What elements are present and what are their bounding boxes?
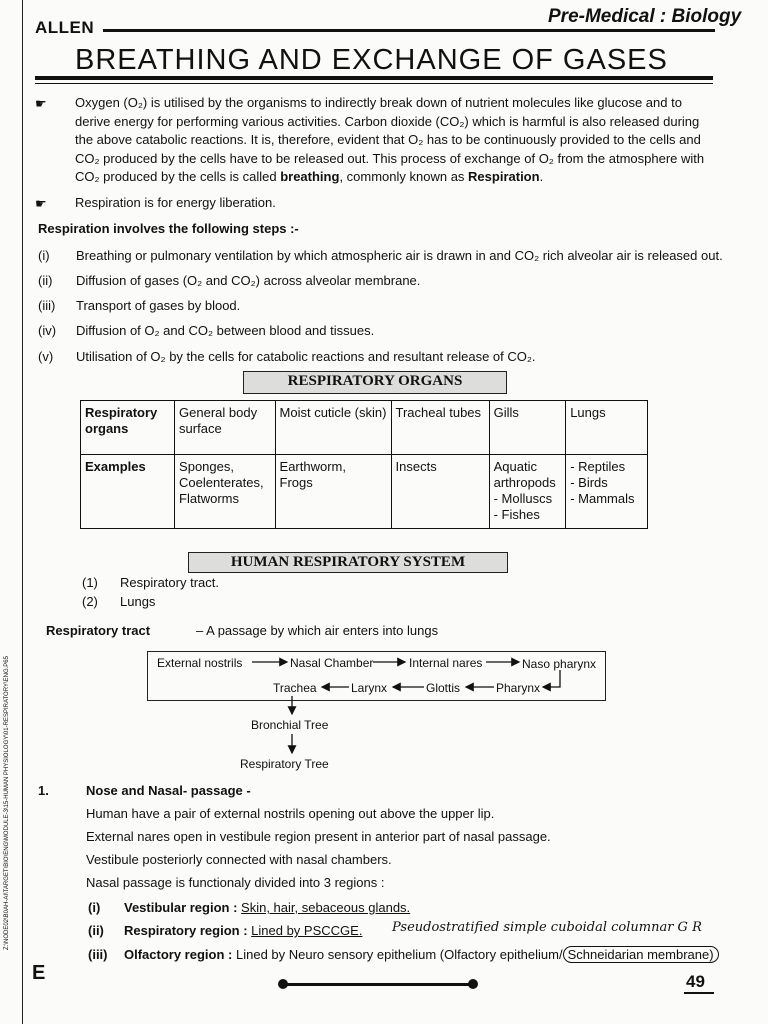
table-cell: Lungs [566,401,648,455]
region-number: (iii) [88,947,108,962]
step-item: (iii) Transport of gases by blood. [38,298,241,313]
table-cell: - Reptiles - Birds - Mammals [566,455,648,529]
flow-internal-nares: Internal nares [409,656,483,670]
intro-line: derive energy for performing various activities. Carbon dioxide (CO₂) which is harmful is also released during [75,113,700,129]
flow-pharynx: Pharynx [496,681,541,695]
respiratory-organs-title: RESPIRATORY ORGANS [243,371,507,394]
list-item: (2) [82,594,98,609]
table-cell: Respiratory organs [81,401,175,455]
table-cell: Gills [489,401,566,455]
boxed-term: Schneidarian membrane) [563,946,719,963]
list-item-text: Lungs [120,594,156,609]
page-title: BREATHING AND EXCHANGE OF GASES [75,44,668,76]
table-cell: Tracheal tubes [391,401,489,455]
file-path-vertical: Z:\NODE02\B0AH-AI\TARGET\BIO\ENG\MODULE-3\15-HUMAN PHYSIOLOGY\01-RESPIRATORY\ENG.P65 [4,656,10,950]
nose-line: External nares open in vestibule region present in anterior part of nasal passage. [86,829,551,844]
list-item: (1) [82,575,98,590]
flow-trachea: Trachea [273,681,317,695]
list-item-text: Respiratory tract. [120,575,219,590]
term-respiration: Respiration [468,169,540,184]
footer-dot-right [468,979,478,989]
flow-respiratory-tree: Respiratory Tree [240,757,329,771]
steps-heading: Respiration involves the following steps :- [38,221,299,236]
intro-line: CO₂ produced by the cells have to be released out. This process of exchange of O₂ from the atmosphere with [75,150,705,166]
table-cell: Sponges, Coelenterates, Flatworms [175,455,275,529]
page-number-rule [684,992,714,994]
brand-logo: ALLEN [35,18,95,37]
intro-line: the above catabolic reactions. It is, therefore, evident that O₂ has to be continuously provided to the cells and [75,132,701,147]
region-vestibular: Vestibular region : Skin, hair, sebaceous glands. [124,900,411,915]
bullet-icon: ☛ [35,196,47,211]
nose-line: Human have a pair of external nostrils opening out above the upper lip. [86,806,495,821]
table-cell: Insects [391,455,489,529]
handwritten-note: Pseudostratified simple cuboidal columnar G R [392,920,702,935]
energy-note: Respiration is for energy liberation. [75,195,276,210]
table-cell: Aquatic arthropods - Molluscs - Fishes [489,455,566,529]
step-item: (ii) Diffusion of gases (O₂ and CO₂) across alveolar membrane. [38,273,421,288]
arrow-down-left [543,670,560,687]
human-respiratory-system-title: HUMAN RESPIRATORY SYSTEM [188,552,508,573]
flow-glottis: Glottis [426,681,461,695]
nose-line: Nasal passage is functionaly divided into 3 regions : [86,875,385,890]
section-number: 1. [38,783,49,798]
flow-nasal-chamber: Nasal Chamber [290,656,374,670]
table-cell: General body surface [175,401,275,455]
step-item: (iv) Diffusion of O₂ and CO₂ between blood and tissues. [38,323,375,338]
step-item: (v) Utilisation of O₂ by the cells for catabolic reactions and resultant release of CO₂. [38,349,536,364]
page-number: 49 [686,972,705,991]
step-item: (i) Breathing or pulmonary ventilation by which atmospheric air is drawn in and CO₂ rich alveolar air is released out. [38,248,723,263]
bullet-icon: ☛ [35,96,47,111]
term-breathing: breathing [280,169,340,184]
region-number: (ii) [88,923,104,938]
footer-rule [285,983,475,986]
flow-larynx: Larynx [351,681,388,695]
table-cell: Earthworm, Frogs [275,455,391,529]
respiratory-tract-desc: – A passage by which air enters into lungs [196,623,439,638]
table-cell: Examples [81,455,175,529]
region-number: (i) [88,900,101,915]
intro-line: Oxygen (O₂) is utilised by the organisms to indirectly break down of nutrient molecules like glucose and to [75,95,682,110]
nose-heading: Nose and Nasal- passage - [86,783,251,798]
respiratory-tract-label: Respiratory tract [46,623,151,638]
subject-label: Pre-Medical : Biology [548,6,742,27]
flow-external-nostrils: External nostrils [157,656,243,670]
flow-naso-pharynx: Naso pharynx [522,657,597,671]
intro-line: CO₂ produced by the cells is called breathing, commonly known as Respiration. [75,169,544,184]
table-cell: Moist cuticle (skin) [275,401,391,455]
footer-letter: E [32,962,46,984]
nose-line: Vestibule posteriorly connected with nasal chambers. [86,852,392,867]
flow-bronchial-tree: Bronchial Tree [251,718,329,732]
region-respiratory: Respiratory region : Lined by PSCCGE. [124,923,363,938]
region-olfactory: Olfactory region : Lined by Neuro sensory epithelium (Olfactory epithelium/ Schneidarian membrane) [124,946,719,965]
